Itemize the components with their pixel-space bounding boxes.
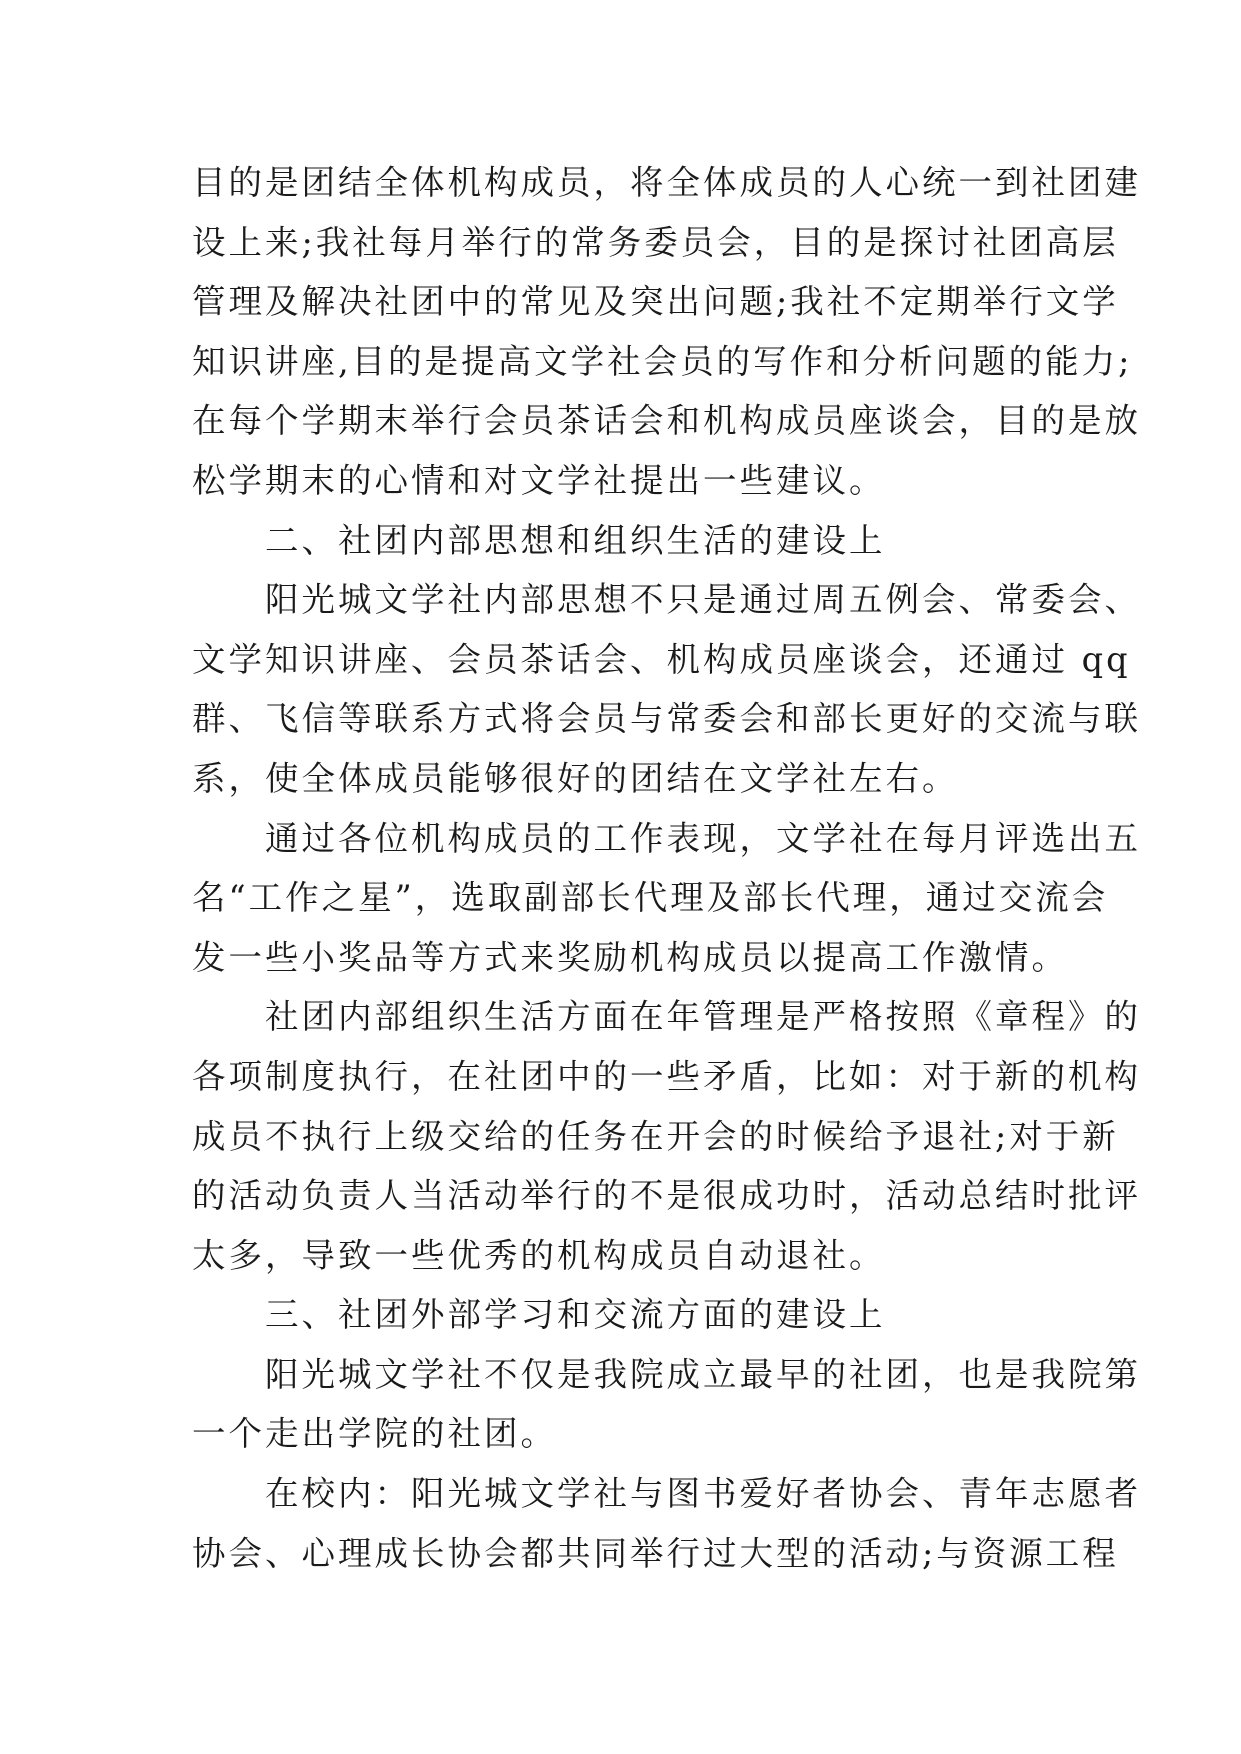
document-body <box>192 153 1141 1583</box>
text-line: 各项制度执行，在社团中的一些矛盾，比如：对于新的机构 <box>192 1056 1141 1096</box>
text-line: 名“工作之星”，选取副部长代理及部长代理，通过交流会 <box>192 878 1109 918</box>
section-heading: 三、社团外部学习和交流方面的建设上 <box>265 1295 886 1335</box>
text-line: 设上来;我社每月举行的常务委员会，目的是探讨社团高层 <box>192 222 1119 262</box>
text-line: 文学知识讲座、会员茶话会、机构成员座谈会，还通过 qq <box>192 639 1131 679</box>
text-line: 系，使全体成员能够很好的团结在文学社左右。 <box>192 758 959 798</box>
text-line: 松学期末的心情和对文学社提出一些建议。 <box>192 460 886 500</box>
text-line: 发一些小奖品等方式来奖励机构成员以提高工作激情。 <box>192 937 1068 977</box>
text-line: 通过各位机构成员的工作表现，文学社在每月评选出五 <box>265 818 1141 858</box>
text-line: 的活动负责人当活动举行的不是很成功时，活动总结时批评 <box>192 1176 1141 1216</box>
text-line: 阳光城文学社内部思想不只是通过周五例会、常委会、 <box>265 580 1141 620</box>
text-line: 成员不执行上级交给的任务在开会的时候给予退社;对于新 <box>192 1116 1119 1156</box>
text-line: 知识讲座,目的是提高文学社会员的写作和分析问题的能力; <box>192 341 1133 381</box>
text-line: 在每个学期末举行会员茶话会和机构成员座谈会，目的是放 <box>192 401 1141 441</box>
text-line: 群、飞信等联系方式将会员与常委会和部长更好的交流与联 <box>192 699 1141 739</box>
text-line: 阳光城文学社不仅是我院成立最早的社团，也是我院第 <box>265 1354 1141 1394</box>
text-line: 社团内部组织生活方面在年管理是严格按照《章程》的 <box>265 997 1141 1037</box>
section-heading: 二、社团内部思想和组织生活的建设上 <box>265 520 886 560</box>
text-line: 在校内：阳光城文学社与图书爱好者协会、青年志愿者 <box>265 1474 1141 1514</box>
text-line: 目的是团结全体机构成员，将全体成员的人心统一到社团建 <box>192 163 1141 202</box>
text-line: 一个走出学院的社团。 <box>192 1414 557 1454</box>
text-line: 太多，导致一些优秀的机构成员自动退社。 <box>192 1235 886 1275</box>
text-line: 协会、心理成长协会都共同举行过大型的活动;与资源工程 <box>192 1533 1119 1573</box>
text-line: 管理及解决社团中的常见及突出问题;我社不定期举行文学 <box>192 282 1119 322</box>
